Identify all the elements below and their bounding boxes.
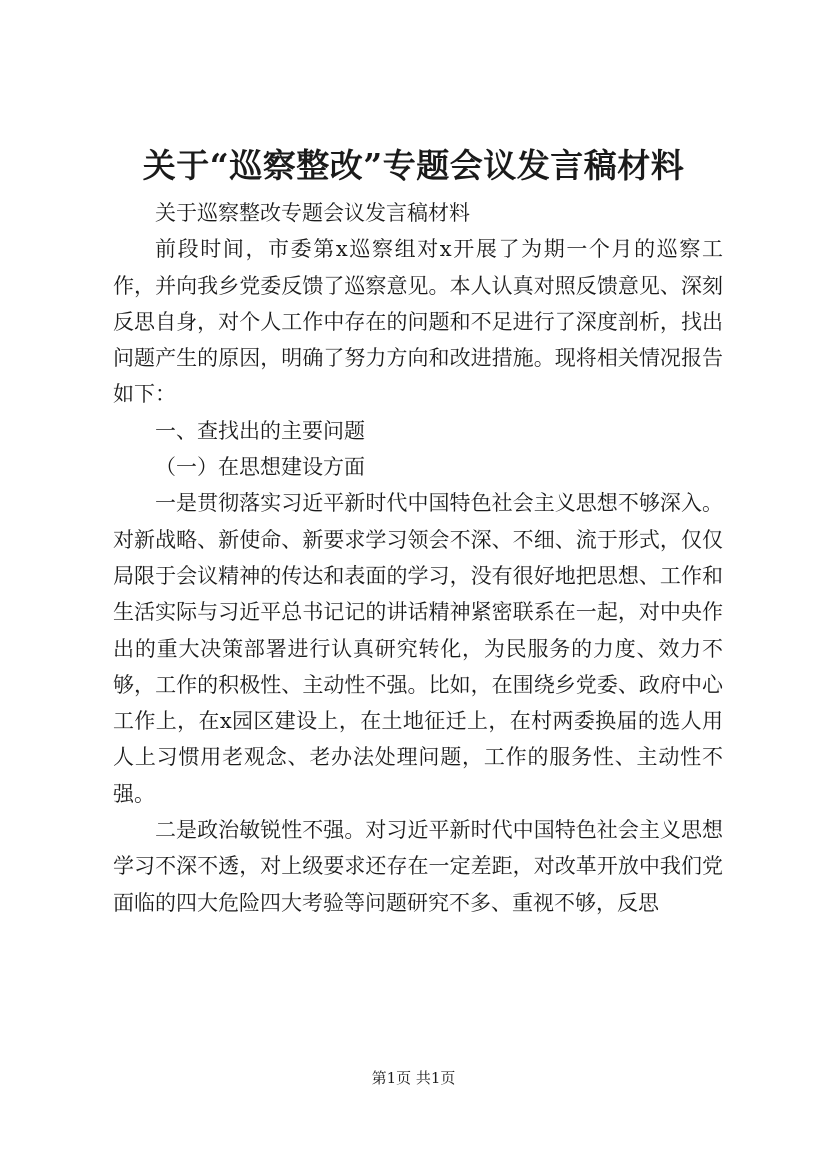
- subtitle-paragraph: 关于巡察整改专题会议发言稿材料: [155, 201, 470, 225]
- subsection-heading: （一）在思想建设方面: [155, 455, 365, 480]
- body-paragraph: 二是政治敏锐性不强。对习近平新时代中国特色社会主义思想学习不深不透，对上级要求还存在一定差距，对改革开放中我们党面临的四大危险四大考验等问题研究不多、重视不够，反思: [113, 818, 723, 915]
- intro-paragraph: 前段时间，市委第x巡察组对x开展了为期一个月的巡察工作，并向我乡党委反馈了巡察意见。本人认真对照反馈意见、深刻反思自身，对个人工作中存在的问题和不足进行了深度剖析，找出问题产生的原因，明确了努力方向和改进措施。现将相关情况报告如下：: [113, 237, 723, 407]
- body-paragraph: 一是贯彻落实习近平新时代中国特色社会主义思想不够深入。对新战略、新使命、新要求学习领会不深、不细、流于形式，仅仅局限于会议精神的传达和表面的学习，没有很好地把思想、工作和生活实际与习近平总书记记的讲话精神紧密联系在一起，对中央作出的重大决策部署进行认真研究转化，为民服务的力度、效力不够，工作的积极性、主动性不强。比如，在围绕乡党委、政府中心工作上，在x园区建设上，在土地征迁上，在村两委换届的选人用人上习惯用老观念、老办法处理问题，工作的服务性、主动性不强。: [113, 491, 723, 806]
- section-heading: 一、查找出的主要问题: [155, 418, 365, 443]
- document-title: 关于“巡察整改”专题会议发言稿材料: [142, 146, 685, 185]
- page-footer: 第1页 共1页: [371, 1069, 456, 1087]
- document-body: [113, 195, 723, 921]
